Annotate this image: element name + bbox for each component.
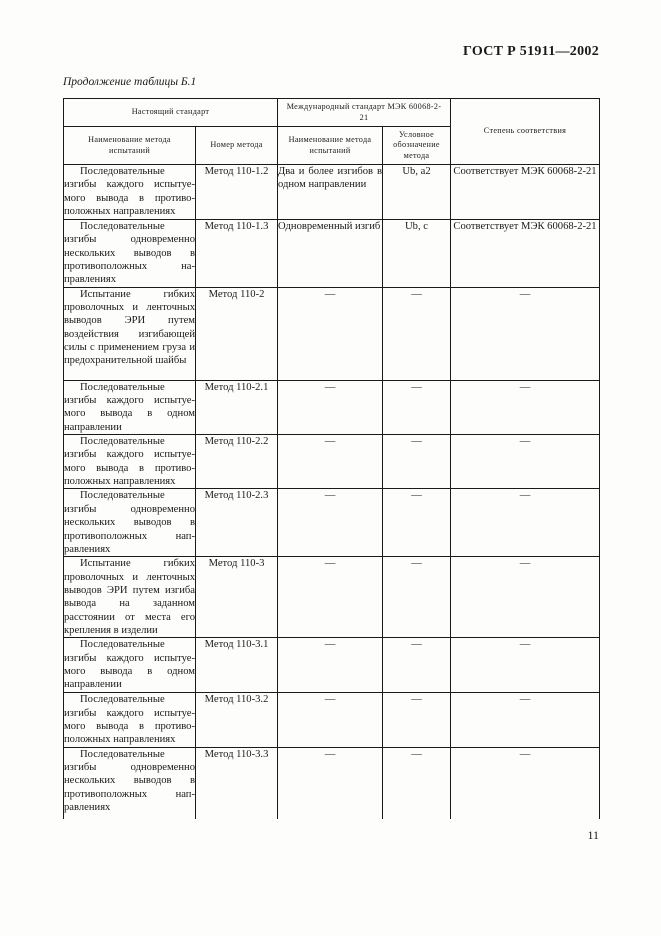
table-row	[64, 489, 600, 557]
compliance-cell: —	[451, 557, 600, 638]
intl-method-name-cell: —	[278, 435, 383, 489]
intl-designation-cell: —	[383, 638, 451, 693]
header-compliance-degree: Степень соответствия	[451, 99, 600, 165]
intl-method-name-cell: Два и более изгибов в одном направлении	[278, 165, 383, 220]
method-number-cell: Метод 110-2	[196, 287, 278, 380]
table-row	[64, 693, 600, 747]
method-name-cell: Испытание гибких проволочных и ленточных выводов ЭРИ путем изгиба вывода на заданном расстоянии от места его крепления в изделии	[64, 558, 195, 636]
header-international-standard: Международный стандарт МЭК 60068-2-21	[278, 99, 451, 127]
table-row	[64, 220, 600, 288]
header-intl-designation: Условное обозначение метода	[383, 127, 451, 165]
header-method-name: Наименование метода испытаний	[64, 127, 196, 165]
method-number-cell: Метод 110-2.1	[196, 380, 278, 434]
intl-designation-cell: —	[383, 557, 451, 638]
comparison-table	[63, 98, 600, 819]
intl-method-name-cell: —	[278, 557, 383, 638]
table-row	[64, 435, 600, 489]
method-name-cell: Последовательные изгибы каждого испытуемого вывода в одном направлении	[64, 638, 196, 693]
method-number-cell: Метод 110-2.3	[196, 489, 278, 557]
compliance-cell: —	[451, 693, 600, 747]
method-name-cell: Последовательные изгибы одновременно нескольких выводов в противоположных направлениях	[64, 747, 196, 819]
table-caption: Продолжение таблицы Б.1	[63, 76, 197, 88]
method-number-cell: Метод 110-1.3	[196, 220, 278, 288]
intl-designation-cell: —	[383, 489, 451, 557]
header-method-number: Номер метода	[196, 127, 278, 165]
method-number-cell: Метод 110-3.3	[196, 747, 278, 819]
table-row	[64, 557, 600, 638]
method-number-cell: Метод 110-2.2	[196, 435, 278, 489]
method-name-cell: Последовательные изгибы каждого испытуемого вывода в противоположных направлениях	[64, 436, 195, 488]
compliance-cell: —	[451, 435, 600, 489]
method-number-cell: Метод 110-3	[196, 557, 278, 638]
compliance-cell: Соответствует МЭК 60068-2-21	[451, 165, 600, 220]
method-name-cell: Испытание гибких проволочных и ленточных выводов ЭРИ путем воздействия изгибающей силы с применением груза и предохранительной шайбы	[64, 287, 196, 380]
method-name-cell: Последовательные изгибы каждого испытуемого вывода в одном направлении	[64, 381, 195, 433]
header-intl-method-name: Наименование метода испытаний	[278, 127, 383, 165]
intl-method-name-cell: —	[278, 747, 383, 819]
intl-method-name-cell: —	[278, 380, 383, 434]
compliance-cell: —	[451, 489, 600, 557]
intl-designation-cell: —	[383, 287, 451, 380]
compliance-cell: —	[451, 747, 600, 819]
table-row	[64, 380, 600, 434]
document-header: ГОСТ Р 51911—2002	[463, 44, 599, 59]
intl-method-name-cell: —	[278, 287, 383, 380]
table-row	[64, 287, 600, 380]
intl-method-name-cell: —	[278, 638, 383, 693]
method-name-cell: Последовательные изгибы одновременно нескольких выводов в противоположных направлениях	[64, 221, 195, 286]
method-number-cell: Метод 110-3.1	[196, 638, 278, 693]
intl-designation-cell: —	[383, 380, 451, 434]
compliance-cell: —	[451, 287, 600, 380]
header-national-standard: Настоящий стандарт	[64, 99, 278, 127]
table-row	[64, 638, 600, 693]
intl-designation-cell: Ub, a2	[383, 165, 451, 220]
compliance-cell: —	[451, 380, 600, 434]
compliance-cell: —	[451, 638, 600, 693]
intl-designation-cell: —	[383, 747, 451, 819]
intl-designation-cell: Ub, c	[383, 220, 451, 288]
intl-designation-cell: —	[383, 435, 451, 489]
compliance-cell: Соответствует МЭК 60068-2-21	[451, 220, 600, 288]
method-name-cell: Последовательные изгибы каждого испытуемого вывода в противоположных направлениях	[64, 165, 196, 220]
intl-method-name-cell: —	[278, 693, 383, 747]
table-row	[64, 165, 600, 220]
intl-method-name-cell: —	[278, 489, 383, 557]
page-number: 11	[587, 828, 599, 842]
method-name-cell: Последовательные изгибы каждого испытуемого вывода в противоположных направлениях	[64, 694, 195, 746]
intl-designation-cell: —	[383, 693, 451, 747]
intl-method-name-cell: Одновременный изгиб	[278, 220, 383, 288]
method-number-cell: Метод 110-3.2	[196, 693, 278, 747]
method-name-cell: Последовательные изгибы одновременно нескольких выводов в противоположных направлениях	[64, 490, 195, 555]
method-number-cell: Метод 110-1.2	[196, 165, 278, 220]
table-row	[64, 747, 600, 819]
